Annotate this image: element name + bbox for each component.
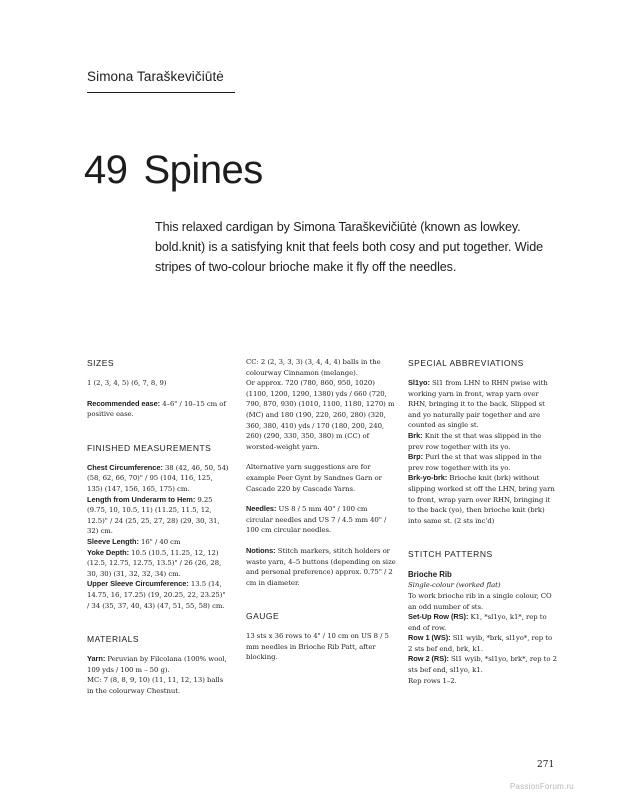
sizes-list: 1 (2, 3, 4, 5) (6, 7, 8, 9) bbox=[87, 379, 167, 387]
materials-heading: MATERIALS bbox=[87, 634, 140, 645]
measurement-value: 9.25 (9.75, 10, 10.5, 11) (11.25, 11.5, 12, 12.5)" / 24 (25, 25, 27, 28) (29, 30, 31, 32) cm. bbox=[87, 495, 220, 536]
yarn-info bbox=[87, 654, 229, 675]
abbreviation-label: Brp: bbox=[408, 452, 423, 462]
recommended-ease bbox=[87, 399, 229, 420]
measurement-item bbox=[87, 579, 229, 611]
pattern-row bbox=[408, 654, 558, 675]
measurement-label: Yoke Depth: bbox=[87, 547, 130, 557]
intro-paragraph: This relaxed cardigan by Simona Taraškevičiūtė (known as lowkey. bold.knit) is a satisfying knit that feels both cosy and put together. Wide stripes of two-colour brioche make it fly off the needles. bbox=[155, 220, 544, 274]
pattern-name: Spines bbox=[143, 148, 263, 192]
needles-info bbox=[246, 504, 396, 536]
row-value: Sl1 wyib, *sl1yo, brk*, rep to 2 sts bef end, sl1yo, k1. bbox=[408, 655, 557, 675]
measurement-item bbox=[87, 537, 229, 548]
finished-measurements-heading: FINISHED MEASUREMENTS bbox=[87, 442, 212, 453]
brioche-rib-subheading: Brioche Rib bbox=[408, 570, 452, 580]
abbreviation-label: Brk-yo-brk: bbox=[408, 473, 448, 483]
notions-value: Stitch markers, stitch holders or waste yarn, 4–5 buttons (depending on size and personal preference) approx. 0.75" / 2 cm in diameter. bbox=[246, 546, 396, 587]
measurement-value: 13.5 (14, 14.75, 16, 17.25) (19, 20.25, 22, 23.25)" / 34 (35, 37, 40, 43) (47, 51, 55, 58) cm. bbox=[87, 580, 226, 610]
measurement-value: 16" / 40 cm bbox=[138, 537, 181, 546]
row-value: Sl1 wyib, *brk, sl1yo*, rep to 2 sts bef end, brk, k1. bbox=[408, 634, 553, 653]
column-middle bbox=[246, 357, 396, 663]
row-label: Set-Up Row (RS): bbox=[408, 612, 469, 622]
notions-label: Notions: bbox=[246, 545, 276, 555]
measurement-value: 10.5 (10.5, 11.25, 12, 12) (12.5, 12.75, 12.75, 13.5)" / 26 (26, 28, 30, 30) (31, 32, 32, 34) cm. bbox=[87, 548, 222, 578]
watermark: PassionForum.ru bbox=[510, 782, 574, 791]
abbreviation-value: Sl1 from LHN to RHN pwise with working yarn in front, wrap yarn over RHN, bringing it to the back. Slipped st and yo naturally pair together and are counted as single st. bbox=[408, 379, 548, 430]
measurement-item bbox=[87, 548, 229, 580]
abbreviation-item bbox=[408, 378, 558, 431]
special-abbreviations-heading: SPECIAL ABBREVIATIONS bbox=[408, 358, 524, 368]
abbreviation-value: Brioche knit (brk) without slipping worked st off the LHN, bring yarn to front, wrap yarn over RHN, bringing it to the back (yo), then brioche knit (brk) into same st. (2 sts inc'd) bbox=[408, 474, 555, 525]
gauge-text: 13 sts x 36 rows to 4" / 10 cm on US 8 / 5 mm needles in Brioche Rib Patt, after blocking. bbox=[246, 632, 389, 662]
designer-name: Simona Taraškevičiūtė bbox=[87, 69, 224, 84]
row-label: Row 2 (RS): bbox=[408, 654, 449, 664]
needles-label: Needles: bbox=[246, 504, 277, 514]
mc-amount: MC: 7 (8, 8, 9, 10) (11, 11, 12, 13) balls in the colourway Chestnut. bbox=[87, 676, 224, 695]
abbreviation-label: Brk: bbox=[408, 430, 423, 440]
row-value: K1, *sl1yo, k1*, rep to end of row. bbox=[408, 613, 547, 632]
abbreviation-value: Knit the st that was slipped in the prev row together with its yo. bbox=[408, 431, 542, 451]
notions-info bbox=[246, 546, 396, 588]
measurement-label: Sleeve Length: bbox=[87, 536, 139, 546]
single-colour-note: Single-colour (worked flat) bbox=[408, 581, 501, 590]
sizes-heading: SIZES bbox=[87, 358, 115, 368]
yarn-value: Peruvian by Filcolana (100% wool, 109 yds / 100 m – 50 g). bbox=[87, 655, 227, 674]
alternative-yarn: Alternative yarn suggestions are for example Peer Gynt by Sandnes Garn or Cascade 220 by Cascade Yarns. bbox=[246, 463, 382, 493]
brioche-rib-intro: To work brioche rib in a single colour, CO an odd number of sts. bbox=[408, 591, 552, 611]
column-left bbox=[87, 357, 229, 696]
pattern-row bbox=[408, 633, 558, 654]
ease-value: 4–6" / 10–15 cm of positive ease. bbox=[87, 399, 226, 419]
row-label: Row 1 (WS): bbox=[408, 633, 451, 643]
pattern-number: 49 bbox=[84, 148, 128, 192]
stitch-patterns-heading: STITCH PATTERNS bbox=[408, 549, 493, 560]
measurement-value: 38 (42, 46, 50, 54) (58, 62, 66, 70)" / 95 (104, 116, 125, 135) (147, 156, 165, 175) cm. bbox=[87, 463, 229, 493]
column-right bbox=[408, 357, 558, 686]
abbreviation-label: Sl1yo: bbox=[408, 378, 430, 387]
yarn-approx: Or approx. 720 (780, 860, 950, 1020) (1100, 1200, 1290, 1380) yds / 660 (720, 790, 870, 930) (1010, 1100, 1180, 1270) m (MC) and 180 (190, 220, 260, 280) (320, 360, 380, 410) yds / 170 (180, 200, 240, 260) (290, 330, 350, 380) m (CC) of worsted-weight yarn. bbox=[246, 379, 395, 451]
measurement-label: Length from Underarm to Hem: bbox=[87, 494, 196, 504]
pattern-row bbox=[408, 612, 558, 633]
measurement-label: Upper Sleeve Circumference: bbox=[87, 579, 189, 589]
abbreviation-value: Purl the st that was slipped in the prev row together with its yo. bbox=[408, 453, 542, 472]
gauge-heading: GAUGE bbox=[246, 611, 280, 622]
repeat-instruction: Rep rows 1–2. bbox=[408, 676, 457, 685]
ease-label: Recommended ease: bbox=[87, 398, 161, 408]
abbreviation-item bbox=[408, 473, 558, 526]
measurement-item bbox=[87, 463, 229, 495]
page-number: 271 bbox=[537, 760, 555, 770]
abbreviation-item bbox=[408, 452, 558, 473]
yarn-label: Yarn: bbox=[87, 654, 106, 664]
page-title bbox=[84, 146, 263, 194]
designer-underline-rule bbox=[87, 92, 235, 93]
needles-value: US 8 / 5 mm 40" / 100 cm circular needles and US 7 / 4.5 mm 40" / 100 cm circular needles. bbox=[246, 505, 387, 535]
abbreviation-item bbox=[408, 431, 558, 452]
cc-amount: CC: 2 (2, 3, 3, 3) (3, 4, 4, 4) balls in the colourway Cinnamon (melange). bbox=[246, 358, 381, 377]
measurement-item bbox=[87, 495, 229, 537]
measurement-label: Chest Circumference: bbox=[87, 462, 163, 472]
